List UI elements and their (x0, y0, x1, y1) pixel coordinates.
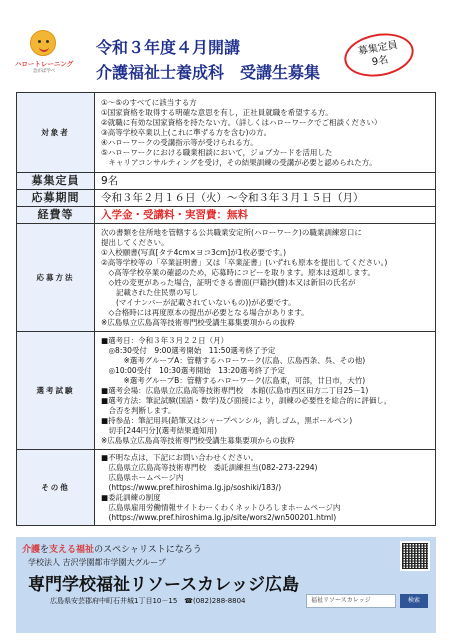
cost-label: 経費等 (17, 207, 95, 224)
stamp-line2: 9名 (371, 54, 390, 69)
period-value: 令和３年２月１６日（火）～令和３年３月１５日（月） (95, 190, 436, 207)
apply-label: 応募方法 (17, 224, 95, 332)
capacity-label: 募集定員 (17, 173, 95, 190)
footer-corporation: 学校法人 吉沢学園都市学園大グループ (28, 558, 166, 567)
page-title-line2: 介護福祉士養成科 受講生募集 (96, 63, 321, 82)
target-label: 対象者 (17, 93, 95, 173)
mascot-icon (30, 30, 56, 56)
logo-sub: 急がば学べ (32, 69, 56, 74)
footer-banner (16, 537, 436, 633)
capacity-value: 9名 (95, 173, 436, 190)
page-title-line1: 令和３年度４月開講 (96, 38, 241, 57)
exam-content: ■選考日：令和３年３月２２日（月） ◎8:30受付 9:00選考開始 11:50選考終了予定 ※選考グループA：管轄するハローワーク(広島、広島西条、呉、その他) ◎10:00受付 10:30選考開始 13:20選考終了予定 ※選考グループB：管轄するハローワーク(広島東，可部，廿日市，大竹) ■選考会場：広島県立広島高等技術専門校 本館(広島市西区田方二丁目25－1) ■選考方法：筆記試験(国語・数学)及び面接により，訓練の必要性を総合的に評価し， 合否を判断します。 ■持参品：筆記用具(鉛筆又はシャープペンシル，消しゴム，黒ボールペン) 切手[244円分](選考結果通知用) ※広島県立広島高等技術専門校受講生募集要項からの抜粋 (95, 332, 436, 450)
footer-address: 広島県安芸郡府中町石井城1丁目10－15 ☎(082)288-8804 (50, 597, 246, 605)
footer-tagline: 介護を支える福祉のスペシャリストになろう (22, 545, 202, 555)
stamp-line1: 募集定員 (357, 39, 399, 58)
qr-code-icon[interactable] (400, 541, 430, 571)
period-label: 応募期間 (17, 190, 95, 207)
other-label: その他 (17, 450, 95, 526)
hello-training-logo (14, 26, 74, 76)
target-content: ①～⑤のすべてに該当する方 ①国家資格を取得する明確な意思を有し，正社員就職を希望する方。 ②就職に有効な国家資格を持たない方。（詳しくはハローワークでご相談ください） ③高等学校卒業以上(これに準ずる方を含む)の方。 ④ハローワークの受講指示等が受けられる方。 ⑤ハローワークにおける職業相談において，ジョブカードを活用した キャリアコンサルティングを受け，その結果訓練の受講が必要と認められた方。 (95, 93, 436, 173)
header (0, 0, 452, 92)
other-content: ■不明な点は，下記にお問い合わせください。 広島県立広島高等技術専門校 委託訓練担当(082-273-2294) 広島県ホームページ内 (https://www.pref.hiroshima.lg.jp/soshiki/183/) ■委託訓練の制度 広島県雇用労働情報サイトわーくわくネットひろしまホームページ内 (https://www.pref.hiroshima.lg.jp/site/wors2/wn500201.html) (95, 450, 436, 526)
search-button[interactable]: 検索 (400, 594, 428, 608)
footer-school-name: 専門学校福祉リソースカレッジ広島 (28, 575, 299, 595)
apply-content: 次の書類を住所地を管轄する公共職業安定所(ハローワーク)の職業訓練窓口に 提出してください。 ①入校願書(写真[タテ4cm×ヨコ3cm]が1枚必要です。) ②高等学校等の「卒業証明書」又は「卒業証書」(いずれも原本を提出してください。) ◇高等学校卒業の確認のため，応募時にコピーを取ります。原本は返却します。 ◇姓の変更があった場合，証明できる書面(戸籍抄(謄)本又は新旧の氏名が 記載された住民票の写し (マイナンバーが記載されていないもの))が必要です。 ◇合格時には再度原本の提出が必要となる場合があります。 ※広島県立広島高等技術専門校受講生募集要項からの抜粋 (95, 224, 436, 332)
capacity-stamp (341, 28, 417, 82)
info-table (16, 92, 436, 526)
exam-label: 選考試験 (17, 332, 95, 450)
logo-name: ハロートレーニング (14, 60, 74, 68)
cost-value: 入学金・受講料・実習費：無料 (95, 207, 436, 224)
search-box[interactable]: 福祉リソースカレッジ (306, 594, 396, 608)
